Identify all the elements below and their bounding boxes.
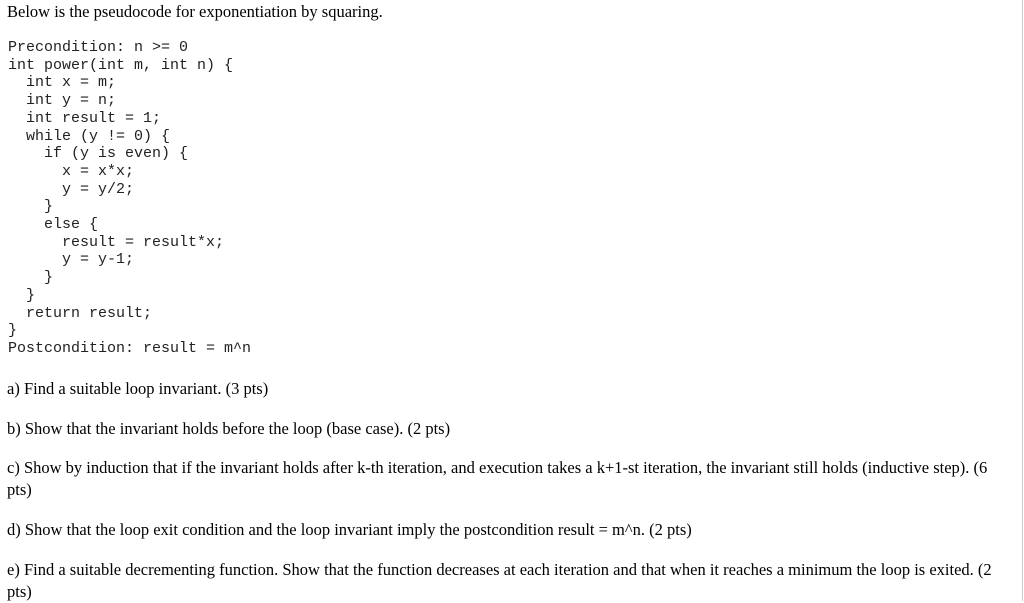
code-line: } [8,269,54,287]
code-line: Precondition: n >= 0 [8,39,189,56]
code-line: x = x*x; [8,162,135,180]
code-line: result = result*x; [8,233,225,251]
code-line: Postcondition: result = m^n [8,339,252,357]
code-line: return result; [8,304,153,322]
question-b: b) Show that the invariant holds before the loop (base case). (2 pts) [7,419,451,438]
code-line: y = y-1; [8,251,135,269]
code-line: while (y != 0) { [8,127,171,145]
code-line: y = y/2; [8,180,135,198]
pseudocode-block [8,39,251,358]
question-c: c) Show by induction that if the invariant holds after k-th iteration, and execution takes a k+1-st iteration, the invariant still holds (inductive step). (6 pts) [7,458,988,499]
intro-text: Below is the pseudocode for exponentiation by squaring. [7,2,383,21]
code-line: int x = m; [8,74,117,92]
question-d: d) Show that the loop exit condition and the loop invariant imply the postcondition result = m^n. (2 pts) [7,520,692,539]
code-line: int result = 1; [8,109,162,127]
code-line: int power(int m, int n) { [8,56,234,74]
question-e: e) Find a suitable decrementing function. Show that the function decreases at each iteration and that when it reaches a minimum the loop is exited. (2 pts) [7,560,992,601]
page-border [1022,0,1023,601]
code-line: else { [8,216,99,234]
code-line: } [8,322,18,340]
question-a: a) Find a suitable loop invariant. (3 pts) [7,379,269,398]
code-line: } [8,198,54,216]
code-line: if (y is even) { [8,145,189,163]
code-line: } [8,286,36,304]
code-line: int y = n; [8,92,117,110]
